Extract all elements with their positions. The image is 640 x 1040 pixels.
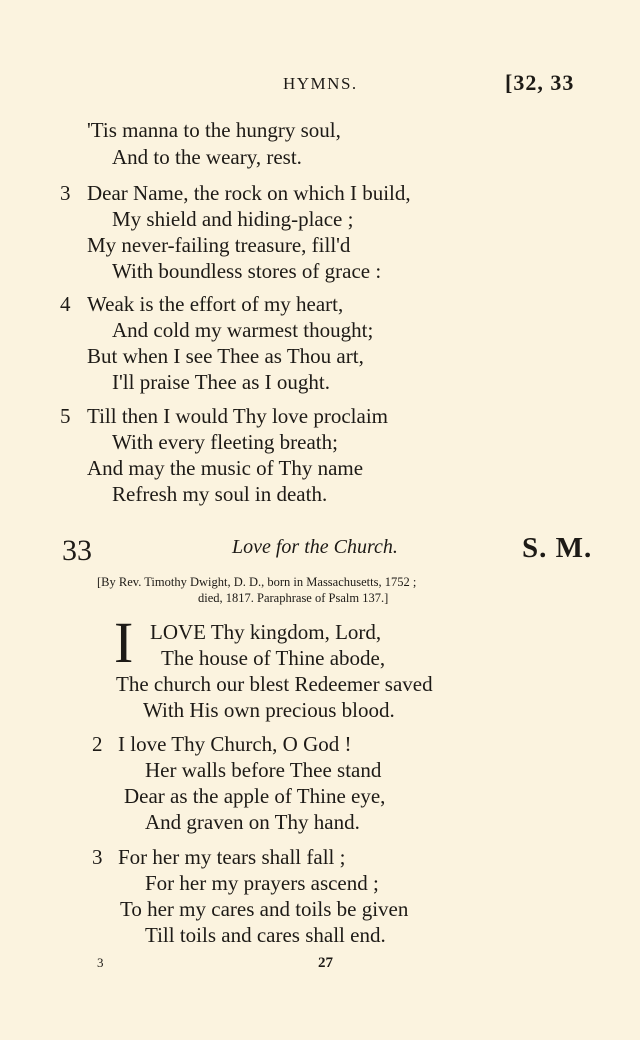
verse-line: My never-failing treasure, fill'd — [87, 233, 351, 257]
verse-line: The house of Thine abode, — [161, 646, 386, 670]
verse-line: The church our blest Redeemer saved — [116, 672, 433, 696]
verse-line: And cold my warmest thought; — [112, 318, 374, 342]
verse-line: 'Tis manna to the hungry soul, — [87, 118, 341, 142]
stanza-number: 4 — [60, 292, 71, 316]
verse-line: Dear as the apple of Thine eye, — [124, 784, 386, 808]
verse-line: Her walls before Thee stand — [145, 758, 382, 782]
author-credit: [By Rev. Timothy Dwight, D. D., born in Massachusetts, 1752 ; — [97, 575, 417, 589]
hymn-meter: S. M. — [522, 532, 593, 564]
verse-line: I love Thy Church, O God ! — [118, 732, 352, 756]
verse-line: With boundless stores of grace : — [112, 259, 382, 283]
page-number: 27 — [318, 955, 333, 971]
hymn-range: [32, 33 — [505, 70, 575, 95]
running-head: HYMNS. — [283, 74, 358, 93]
verse-line: And graven on Thy hand. — [145, 810, 360, 834]
verse-line: My shield and hiding-place ; — [112, 207, 354, 231]
stanza-number: 5 — [60, 404, 71, 428]
drop-cap: I — [114, 610, 134, 675]
stanza-number: 3 — [92, 845, 103, 869]
verse-line: Refresh my soul in death. — [112, 482, 328, 506]
verse-line: For her my prayers ascend ; — [145, 871, 379, 895]
hymn-title: Love for the Church. — [232, 536, 398, 558]
verse-line: Till then I would Thy love proclaim — [87, 404, 388, 428]
verse-line: Weak is the effort of my heart, — [87, 292, 344, 316]
verse-line: And may the music of Thy name — [87, 456, 364, 480]
stanza-number: 3 — [60, 181, 71, 205]
author-credit: died, 1817. Paraphrase of Psalm 137.] — [198, 591, 389, 605]
verse-line: To her my cares and toils be given — [120, 897, 409, 921]
verse-line: With every fleeting breath; — [112, 430, 338, 454]
verse-line: Dear Name, the rock on which I build, — [87, 181, 411, 205]
verse-line: LOVE Thy kingdom, Lord, — [150, 620, 382, 644]
hymn-number: 33 — [62, 534, 92, 567]
verse-line: And to the weary, rest. — [112, 145, 302, 169]
verse-line: I'll praise Thee as I ought. — [112, 370, 330, 394]
verse-line: For her my tears shall fall ; — [118, 845, 346, 869]
verse-line: Till toils and cares shall end. — [145, 923, 386, 947]
verse-line: But when I see Thee as Thou art, — [87, 344, 364, 368]
stanza-number: 2 — [92, 732, 103, 756]
signature-mark: 3 — [97, 955, 104, 970]
verse-line: With His own precious blood. — [143, 698, 395, 722]
